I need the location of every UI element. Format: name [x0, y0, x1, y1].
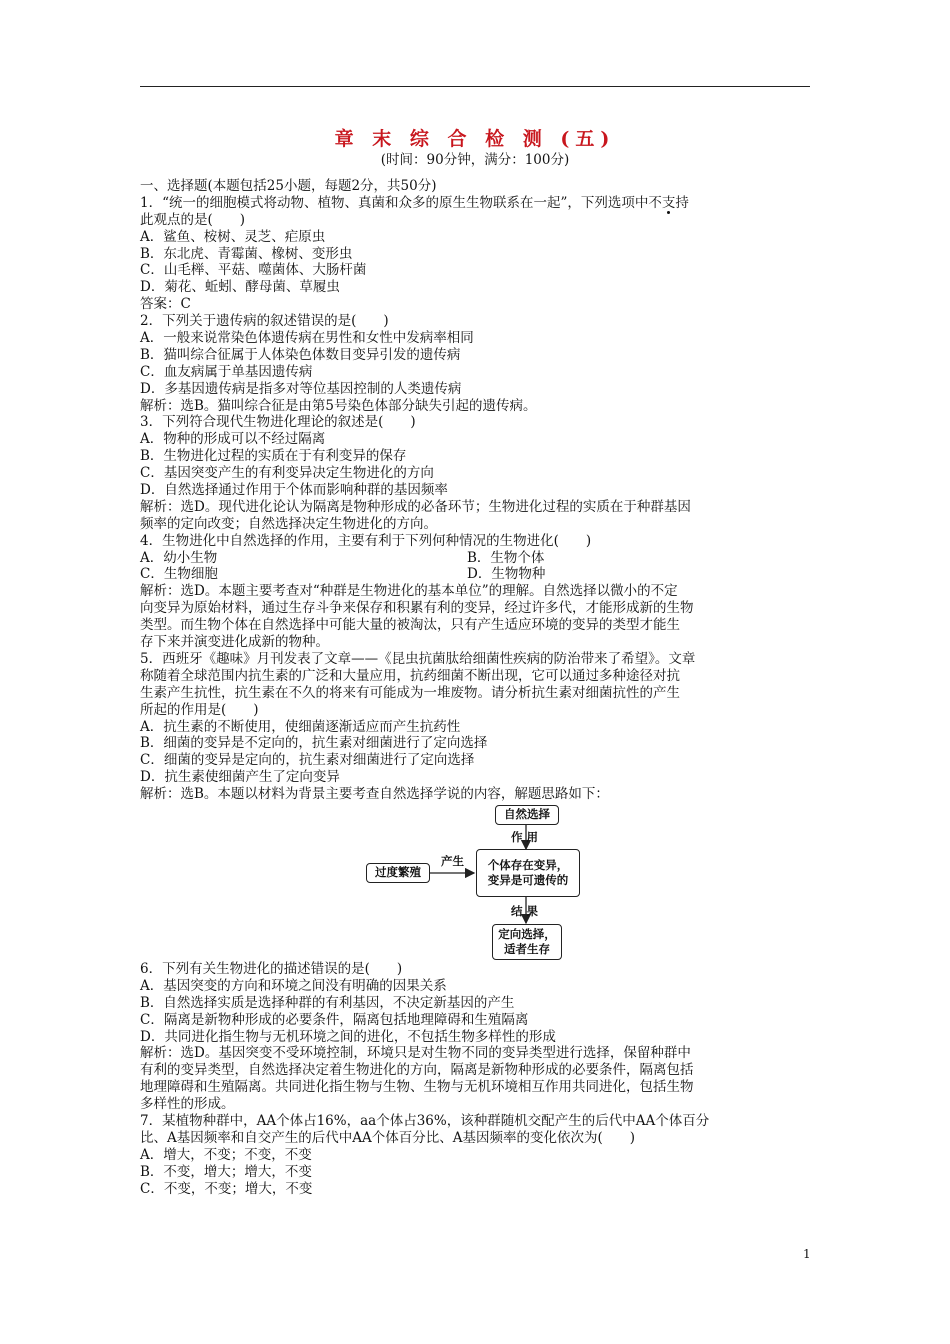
header-rule — [140, 86, 810, 87]
label-effect: 作 用 — [511, 829, 539, 844]
text-line: C．血友病属于单基因遗传病 — [140, 363, 313, 380]
text-line: C．基因突变产生的有利变异决定生物进化的方向 — [140, 465, 434, 482]
option-row: C．生物细胞 D．生物物种 — [140, 566, 546, 583]
text-line: 此观点的是( ) — [140, 211, 246, 228]
text-line: D．菊花、蚯蚓、酵母菌、草履虫 — [140, 279, 340, 296]
text-line: 6．下列有关生物进化的描述错误的是( ) — [140, 960, 403, 977]
text-line: D．自然选择通过作用于个体而影响种群的基因频率 — [140, 482, 448, 499]
text-line: 比、A基因频率和自交产生的后代中AA个体百分比、A基因频率的变化依次为( ) — [140, 1129, 636, 1146]
text-line: A．物种的形成可以不经过隔离 — [140, 431, 326, 448]
text-line: 2．下列关于遗传病的叙述错误的是( ) — [140, 313, 389, 330]
text-line: C．细菌的变异是定向的，抗生素对细菌进行了定向选择 — [140, 752, 475, 769]
text-line: 多样性的形成。 — [140, 1096, 235, 1113]
text-line: 解析：选B。本题以材料为背景主要考查自然选择学说的内容，解题思路如下： — [140, 786, 609, 803]
text-line: 5．西班牙《趣味》月刊发表了文章——《昆虫抗菌肽给细菌性疾病的防治带来了希望》。文章 — [140, 650, 696, 667]
text-line: 4．生物进化中自然选择的作用，主要有利于下列何种情况的生物进化( ) — [140, 532, 592, 549]
text-line: 一、选择题(本题包括25小题，每题2分，共50分) — [140, 178, 437, 194]
text-line: D．共同进化指生物与无机环境之间的进化，不包括生物多样性的形成 — [140, 1028, 556, 1045]
text-line: B．细菌的变异是不定向的，抗生素对细菌进行了定向选择 — [140, 735, 488, 752]
emphasis-text: 不支持 — [648, 194, 689, 211]
text-line: 向变异为原始材料，通过生存斗争来保存和积累有利的变异，经过许多代，才能形成新的生物 — [140, 600, 694, 617]
text-line: 所起的作用是( ) — [140, 701, 259, 718]
text-line: A．一般来说常染色体遗传病在男性和女性中发病率相同 — [140, 330, 474, 347]
text-line: B．自然选择实质是选择种群的有利基因，不决定新基因的产生 — [140, 994, 515, 1011]
text-line: 称随着全球范围内抗生素的广泛和大量应用，抗药细菌不断出现，它可以通过多种途径对抗 — [140, 667, 680, 684]
flow-diagram — [140, 803, 812, 961]
box-natural-selection: 自然选择 — [495, 805, 559, 825]
document-body — [140, 178, 812, 1197]
text-line: D．多基因遗传病是指多对等位基因控制的人类遗传病 — [140, 380, 462, 397]
text-line: 答案：C — [140, 296, 191, 313]
text-line: 7．某植物种群中，AA个体占16%，aa个体占36%，该种群随机交配产生的后代中AA个体百分 — [140, 1112, 710, 1129]
text-line: 频率的定向改变；自然选择决定生物进化的方向。 — [140, 515, 437, 532]
text-line: A．鲨鱼、桉树、灵芝、疟原虫 — [140, 228, 326, 245]
page-number: 1 — [803, 1247, 811, 1261]
option-row: A．幼小生物 B．生物个体 — [140, 549, 545, 566]
text-line: B．猫叫综合征属于人体染色体数目变异引发的遗传病 — [140, 346, 461, 363]
text-line: 解析：选D。基因突变不受环境控制，环境只是对生物不同的变异类型进行选择，保留种群中 — [140, 1045, 691, 1062]
text-line: 3．下列符合现代生物进化理论的叙述是( ) — [140, 414, 416, 431]
text-line: 1．“统一的细胞模式将动物、植物、真菌和众多的原生生物联系在一起”，下列选项中不支持 — [140, 194, 689, 211]
text-line: 解析：选D。本题主要考查对“种群是生物进化的基本单位”的理解。自然选择以微小的不定 — [140, 583, 678, 600]
text-line: 生素产生抗性，抗生素在不久的将来有可能成为一堆废物。请分析抗生素对细菌抗性的产生 — [140, 684, 680, 701]
box-directional-selection: 定向选择， 适者生存 — [492, 924, 562, 960]
text-line: B．生物进化过程的实质在于有利变异的保存 — [140, 448, 407, 465]
text-line: 地理障碍和生殖隔离。共同进化指生物与生物、生物与无机环境相互作用共同进化，包括生物 — [140, 1079, 694, 1096]
label-produce: 产生 — [441, 853, 464, 868]
label-result: 结 果 — [511, 903, 539, 918]
text-line: B．不变，增大；增大，不变 — [140, 1163, 312, 1180]
text-line: C．山毛榉、平菇、噬菌体、大肠杆菌 — [140, 262, 367, 279]
page-title: 章 末 综 合 检 测 (五) — [334, 128, 616, 150]
page-subtitle: (时间：90分钟，满分：100分) — [380, 152, 570, 168]
text-line: 解析：选D。现代进化论认为隔离是物种形成的必备环节；生物进化过程的实质在于种群基因 — [140, 498, 691, 515]
text-line: C．不变，不变；增大，不变 — [140, 1180, 313, 1197]
box-overproduction: 过度繁殖 — [366, 863, 430, 883]
text-line: A．抗生素的不断使用，使细菌逐渐适应而产生抗药性 — [140, 718, 461, 735]
text-line: 存下来并演变进化成新的物种。 — [140, 634, 329, 651]
text-line: 类型。而生物个体在自然选择中可能大量的被淘汰，只有产生适应环境的变异的类型才能生 — [140, 617, 680, 634]
text-line: D．抗生素使细菌产生了定向变异 — [140, 769, 340, 786]
text-line: B．东北虎、青霉菌、橡树、变形虫 — [140, 245, 353, 262]
text-line: C．隔离是新物种形成的必要条件，隔离包括地理障碍和生殖隔离 — [140, 1011, 529, 1028]
text-line: A．增大，不变；不变，不变 — [140, 1146, 312, 1163]
text-line: A．基因突变的方向和环境之间没有明确的因果关系 — [140, 977, 447, 994]
box-variation: 个体存在变异， 变异是可遗传的 — [476, 849, 580, 897]
text-line: 有利的变异类型，自然选择决定着生物进化的方向，隔离是新物种形成的必要条件，隔离包括 — [140, 1062, 694, 1079]
text-line: 解析：选B。猫叫综合征是由第5号染色体部分缺失引起的遗传病。 — [140, 397, 537, 414]
